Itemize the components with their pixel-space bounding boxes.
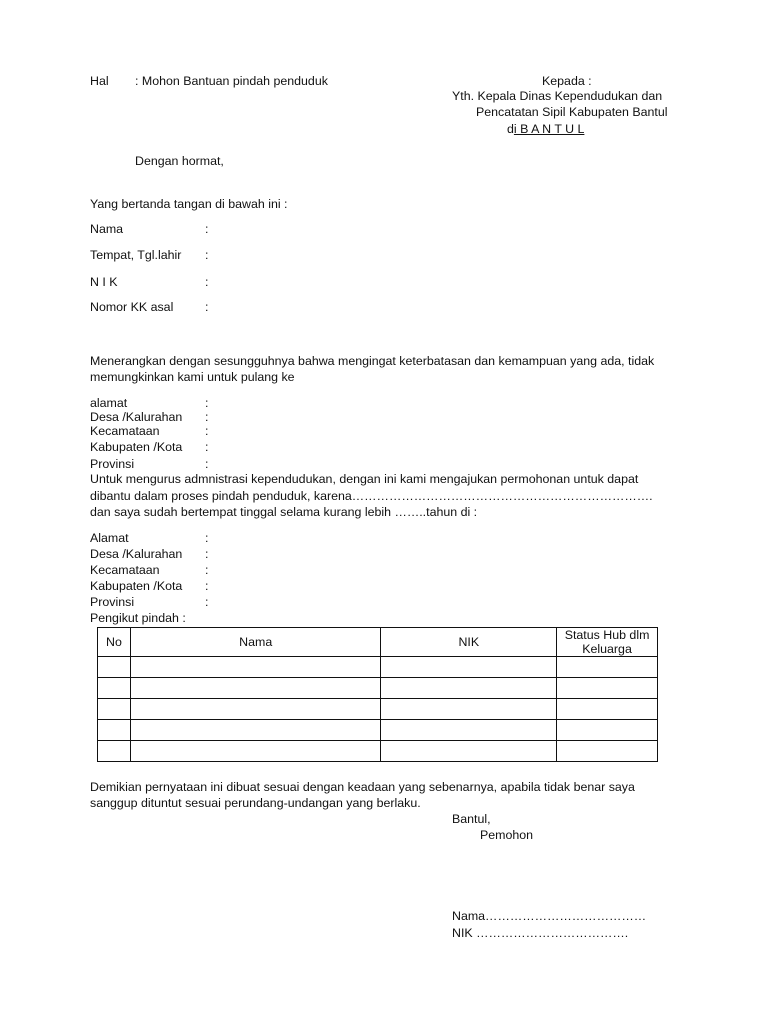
column-header-no: No (98, 628, 131, 657)
table-cell-nik[interactable] (381, 657, 557, 678)
table-cell-nama[interactable] (130, 678, 381, 699)
request-line-3: dan saya sudah bertempat tinggal selama kurang lebih ……..tahun di : (90, 505, 478, 519)
current-label-provinsi: Provinsi (90, 595, 135, 609)
table-cell-status[interactable] (557, 741, 658, 762)
bantul-underlined: i B A N T U L (513, 122, 585, 136)
request-line-2: dibantu dalam proses pindah penduduk, karena………………………………………………………………. (90, 489, 653, 503)
request-line-1: Untuk mengurus admnistrasi kependudukan, dengan ini kami mengajukan permohonan untuk dapat (90, 472, 639, 486)
origin-label-kecamatan: Kecamataan (90, 424, 160, 438)
closing-line-2: sanggup dituntut sesuai perundang-undangan yang berlaku. (90, 796, 421, 810)
recipient-location (507, 121, 584, 137)
table-cell-no[interactable] (98, 657, 131, 678)
field-colon: : (205, 547, 209, 561)
table-cell-no[interactable] (98, 720, 131, 741)
origin-label-kabupaten: Kabupaten /Kota (90, 440, 183, 454)
current-label-kabupaten: Kabupaten /Kota (90, 579, 183, 593)
closing-line-1: Demikian pernyataan ini dibuat sesuai dengan keadaan yang sebenarnya, apabila tidak benar saya (90, 780, 635, 794)
statement-line-1: Menerangkan dengan sesungguhnya bahwa mengingat keterbatasan dan kemampuan yang ada, tidak (90, 354, 655, 368)
signature-name-line: Nama………………………………… (452, 909, 647, 923)
field-colon: : (205, 300, 209, 314)
table-row (98, 699, 658, 720)
field-colon: : (205, 531, 209, 545)
followers-table (97, 627, 658, 762)
field-colon: : (205, 410, 209, 424)
field-colon: : (205, 457, 209, 471)
table-cell-status[interactable] (557, 720, 658, 741)
table-cell-nik[interactable] (381, 699, 557, 720)
table-cell-status[interactable] (557, 699, 658, 720)
field-colon: : (205, 275, 209, 289)
signature-nik-line: NIK ………………………………. (452, 926, 629, 940)
field-colon: : (205, 396, 209, 410)
table-cell-nik[interactable] (381, 678, 557, 699)
field-label-nik: N I K (90, 275, 118, 289)
column-header-nama: Nama (130, 628, 381, 657)
table-row (98, 678, 658, 699)
signature-role: Pemohon (480, 828, 534, 842)
table-cell-status[interactable] (557, 657, 658, 678)
statement-line-2: memungkinkan kami untuk pulang ke (90, 370, 295, 384)
table-cell-nik[interactable] (381, 741, 557, 762)
field-colon: : (205, 563, 209, 577)
table-cell-no[interactable] (98, 678, 131, 699)
field-colon: : (205, 222, 209, 236)
origin-label-alamat: alamat (90, 396, 128, 410)
hal-label: Hal (90, 74, 109, 88)
table-cell-nik[interactable] (381, 720, 557, 741)
recipient-line-1: Yth. Kepala Dinas Kependudukan dan (452, 89, 663, 103)
table-row (98, 720, 658, 741)
signature-place: Bantul, (452, 812, 491, 826)
recipient-line-2: Pencatatan Sipil Kabupaten Bantul (476, 105, 668, 119)
field-colon: : (205, 579, 209, 593)
table-cell-no[interactable] (98, 741, 131, 762)
origin-label-desa: Desa /Kalurahan (90, 410, 183, 424)
field-colon: : (205, 424, 209, 438)
hal-subject: : Mohon Bantuan pindah penduduk (135, 74, 328, 88)
table-cell-nama[interactable] (130, 699, 381, 720)
field-label-nama: Nama (90, 222, 124, 236)
table-header-row (98, 628, 658, 657)
field-label-nomor-kk: Nomor KK asal (90, 300, 174, 314)
column-header-nik: NIK (381, 628, 557, 657)
greeting: Dengan hormat, (135, 154, 224, 168)
current-label-kecamatan: Kecamataan (90, 563, 160, 577)
table-row (98, 657, 658, 678)
table-cell-nama[interactable] (130, 741, 381, 762)
field-label-tempat-tgl-lahir: Tempat, Tgl.lahir (90, 248, 182, 262)
di-prefix: d (507, 122, 514, 136)
field-colon: : (205, 595, 209, 609)
table-row (98, 741, 658, 762)
followers-label: Pengikut pindah : (90, 611, 186, 625)
table-cell-nama[interactable] (130, 720, 381, 741)
kepada-label: Kepada : (542, 74, 592, 88)
current-label-desa: Desa /Kalurahan (90, 547, 183, 561)
field-colon: : (205, 248, 209, 262)
table-cell-status[interactable] (557, 678, 658, 699)
field-colon: : (205, 440, 209, 454)
intro-text: Yang bertanda tangan di bawah ini : (90, 197, 288, 211)
current-label-alamat: Alamat (90, 531, 129, 545)
origin-label-provinsi: Provinsi (90, 457, 135, 471)
table-cell-no[interactable] (98, 699, 131, 720)
column-header-status: Status Hub dlm Keluarga (557, 628, 658, 657)
table-cell-nama[interactable] (130, 657, 381, 678)
